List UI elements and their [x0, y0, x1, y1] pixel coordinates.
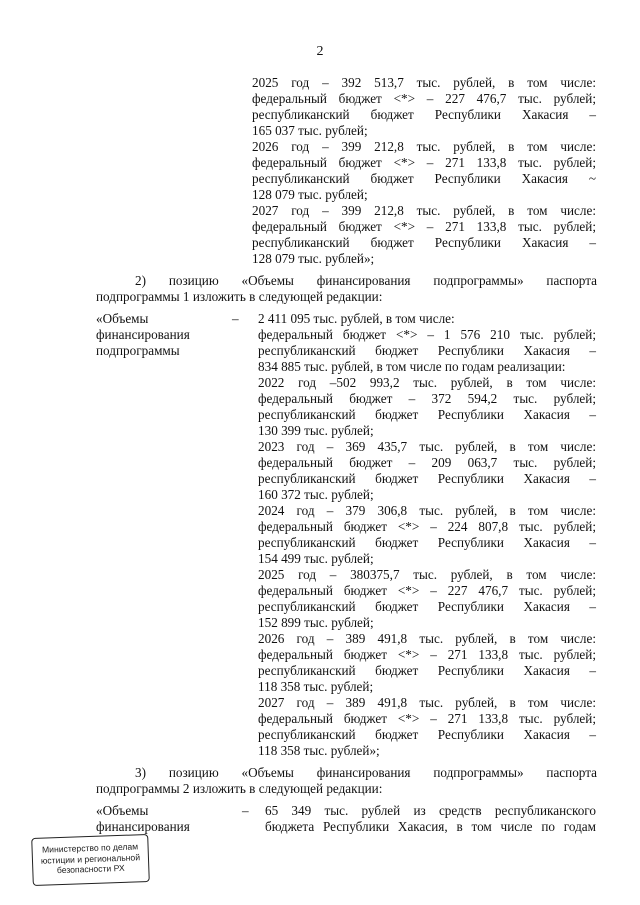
- text-line: 2 411 095 тыс. рублей, в том числе:: [258, 311, 455, 326]
- text-line: федеральный бюджет <*> – 227 476,7 тыс. рублей;: [252, 91, 596, 106]
- paragraph-2-line: подпрограммы 1 изложить в следующей редакции:: [96, 289, 383, 304]
- text-line: республиканский бюджет Республики Хакасия –: [258, 343, 596, 358]
- text-line: 130 399 тыс. рублей;: [258, 423, 374, 438]
- text-line: 2025 год – 380375,7 тыс. рублей, в том числе:: [258, 567, 596, 582]
- text-line: 118 358 тыс. рублей»;: [258, 743, 380, 758]
- text-line: 118 358 тыс. рублей;: [258, 679, 374, 694]
- text-line: республиканский бюджет Республики Хакасия ~: [252, 171, 596, 186]
- text-line: 154 499 тыс. рублей;: [258, 551, 374, 566]
- label-line: «Объемы: [96, 311, 149, 326]
- stamp-line: безопасности РХ: [56, 862, 125, 876]
- text-line: республиканский бюджет Республики Хакасия –: [252, 235, 596, 250]
- label-line: «Объемы: [96, 803, 149, 818]
- stamp-line: юстиции и региональной: [40, 851, 141, 866]
- text-line: федеральный бюджет <*> – 224 807,8 тыс. рублей;: [258, 519, 596, 534]
- dash-separator: –: [232, 311, 239, 326]
- text-line: 2026 год – 399 212,8 тыс. рублей, в том числе:: [252, 139, 596, 154]
- text-line: федеральный бюджет <*> – 271 133,8 тыс. рублей;: [258, 711, 596, 726]
- text-line: республиканский бюджет Республики Хакасия –: [258, 407, 596, 422]
- text-line: республиканский бюджет Республики Хакасия –: [258, 535, 596, 550]
- text-line: республиканский бюджет Республики Хакасия –: [258, 663, 596, 678]
- text-line: 2027 год – 399 212,8 тыс. рублей, в том числе:: [252, 203, 596, 218]
- text-line: 834 885 тыс. рублей, в том числе по годам реализации:: [258, 359, 566, 374]
- text-line: республиканский бюджет Республики Хакасия –: [258, 599, 596, 614]
- text-line: федеральный бюджет <*> – 271 133,8 тыс. рублей;: [258, 647, 596, 662]
- text-line: 128 079 тыс. рублей»;: [252, 251, 375, 266]
- label-line: подпрограммы: [96, 343, 180, 358]
- text-line: 165 037 тыс. рублей;: [252, 123, 368, 138]
- stamp-line: Министерство по делам: [41, 841, 139, 855]
- text-line: 160 372 тыс. рублей;: [258, 487, 374, 502]
- label-line: финансирования: [96, 327, 190, 342]
- text-line: республиканский бюджет Республики Хакасия –: [258, 727, 596, 742]
- text-line: 2027 год – 389 491,8 тыс. рублей, в том числе:: [258, 695, 596, 710]
- label-line: финансирования: [96, 819, 190, 834]
- text-line: 152 899 тыс. рублей;: [258, 615, 374, 630]
- paragraph-2-line: 2) позицию «Объемы финансирования подпрограммы» паспорта: [135, 273, 597, 288]
- text-line: федеральный бюджет <*> – 1 576 210 тыс. рублей;: [258, 327, 596, 342]
- text-line: федеральный бюджет <*> – 227 476,7 тыс. рублей;: [258, 583, 596, 598]
- text-line: 2026 год – 389 491,8 тыс. рублей, в том числе:: [258, 631, 596, 646]
- dash-separator: –: [242, 803, 249, 818]
- text-line: 2023 год – 369 435,7 тыс. рублей, в том числе:: [258, 439, 596, 454]
- page-number: 2: [316, 44, 324, 59]
- text-line: 128 079 тыс. рублей;: [252, 187, 368, 202]
- text-line: республиканский бюджет Республики Хакасия –: [258, 471, 596, 486]
- text-line: федеральный бюджет – 209 063,7 тыс. рублей;: [258, 455, 596, 470]
- text-line: федеральный бюджет <*> – 271 133,8 тыс. рублей;: [252, 219, 596, 234]
- text-line: федеральный бюджет <*> – 271 133,8 тыс. рублей;: [252, 155, 596, 170]
- text-line: 2022 год –502 993,2 тыс. рублей, в том числе:: [258, 375, 596, 390]
- text-line: 2025 год – 392 513,7 тыс. рублей, в том числе:: [252, 75, 596, 90]
- paragraph-3-line: подпрограммы 2 изложить в следующей редакции:: [96, 781, 383, 796]
- text-line: федеральный бюджет – 372 594,2 тыс. рублей;: [258, 391, 596, 406]
- text-line: бюджета Республики Хакасия, в том числе по годам: [265, 819, 596, 834]
- text-line: 65 349 тыс. рублей из средств республиканского: [265, 803, 596, 818]
- text-line: 2024 год – 379 306,8 тыс. рублей, в том числе:: [258, 503, 596, 518]
- registration-stamp: [31, 834, 150, 886]
- paragraph-3-line: 3) позицию «Объемы финансирования подпрограммы» паспорта: [135, 765, 597, 780]
- text-line: республиканский бюджет Республики Хакасия –: [252, 107, 596, 122]
